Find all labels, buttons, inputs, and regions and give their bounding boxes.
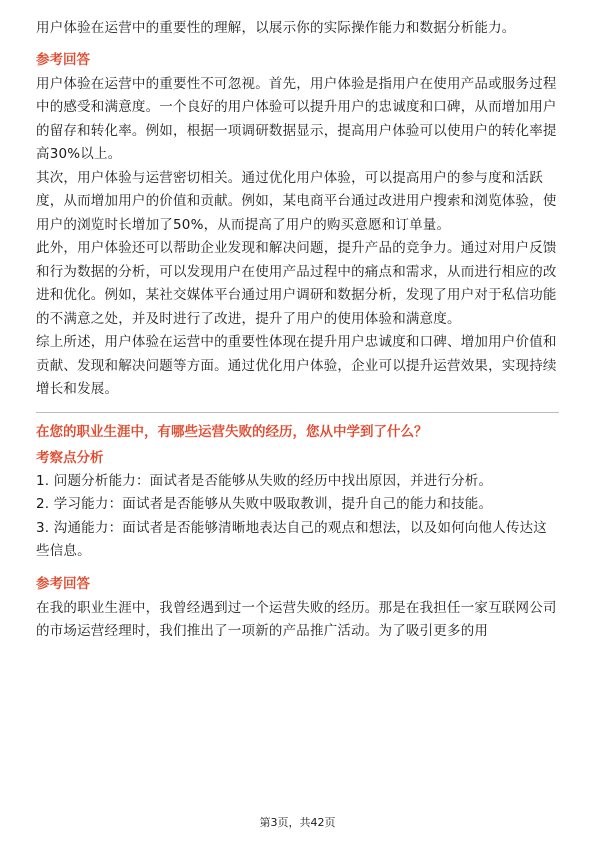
document-page [36,0,559,644]
intro-line: 用户体验在运营中的重要性的理解，以展示你的实际操作能力和数据分析能力。 [36,20,516,36]
answer-paragraph: 用户体验在运营中的重要性不可忽视。首先，用户体验是指用户在使用产品或服务过程中的感受和满意度。一个良好的用户体验可以提升用户的忠诚度和口碑，从而增加用户的留存和转化率。例如，根据一项调研数据显示，提高用户体验可以使用户的转化率提高30%以上。 [36,75,557,162]
analysis-points [36,470,559,564]
answer-body-1 [36,73,559,402]
answer-paragraph: 综上所述，用户体验在运营中的重要性体现在提升用户忠诚度和口碑、增加用户价值和贡献、发现和解决问题等方面。通过优化用户体验，企业可以提升运营效果，实现持续增长和发展。 [36,334,557,397]
page-number: 第3页，共42页 [259,816,336,829]
answer-paragraph-2: 在我的职业生涯中，我曾经遇到过一个运营失败的经历。那是在我担任一家互联网公司的市场运营经理时，我们推出了一项新的产品推广活动。为了吸引更多的用 [36,599,557,639]
section-divider [36,412,559,413]
answer-heading-1: 参考回答 [36,51,90,68]
answer-heading-2: 参考回答 [36,575,90,592]
analysis-point: 2. 学习能力：面试者是否能够从失败中吸取教训，提升自己的能力和技能。 [36,496,493,512]
analysis-point: 3. 沟通能力：面试者是否能够清晰地表达自己的观点和想法，以及如何向他人传达这些信息。 [36,519,547,559]
question-title: 在您的职业生涯中，有哪些运营失败的经历，您从中学到了什么？ [36,423,428,440]
answer-paragraph: 其次，用户体验与运营密切相关。通过优化用户体验，可以提高用户的参与度和活跃度，从而增加用户的价值和贡献。例如，某电商平台通过改进用户搜索和浏览体验，使用户的浏览时长增加了50%，从而提高了用户的购买意愿和订单量。 [36,169,557,233]
analysis-heading: 考察点分析 [36,449,104,466]
analysis-point: 1. 问题分析能力：面试者是否能够从失败的经历中找出原因，并进行分析。 [36,472,493,489]
answer-paragraph: 此外，用户体验还可以帮助企业发现和解决问题，提升产品的竞争力。通过对用户反馈和行为数据的分析，可以发现用户在使用产品过程中的痛点和需求，从而进行相应的改进和优化。例如，某社交媒体平台通过用户调研和数据分析，发现了用户对于私信功能的不满意之处，并及时进行了改进，提升了用户的使用体验和满意度。 [36,240,557,327]
